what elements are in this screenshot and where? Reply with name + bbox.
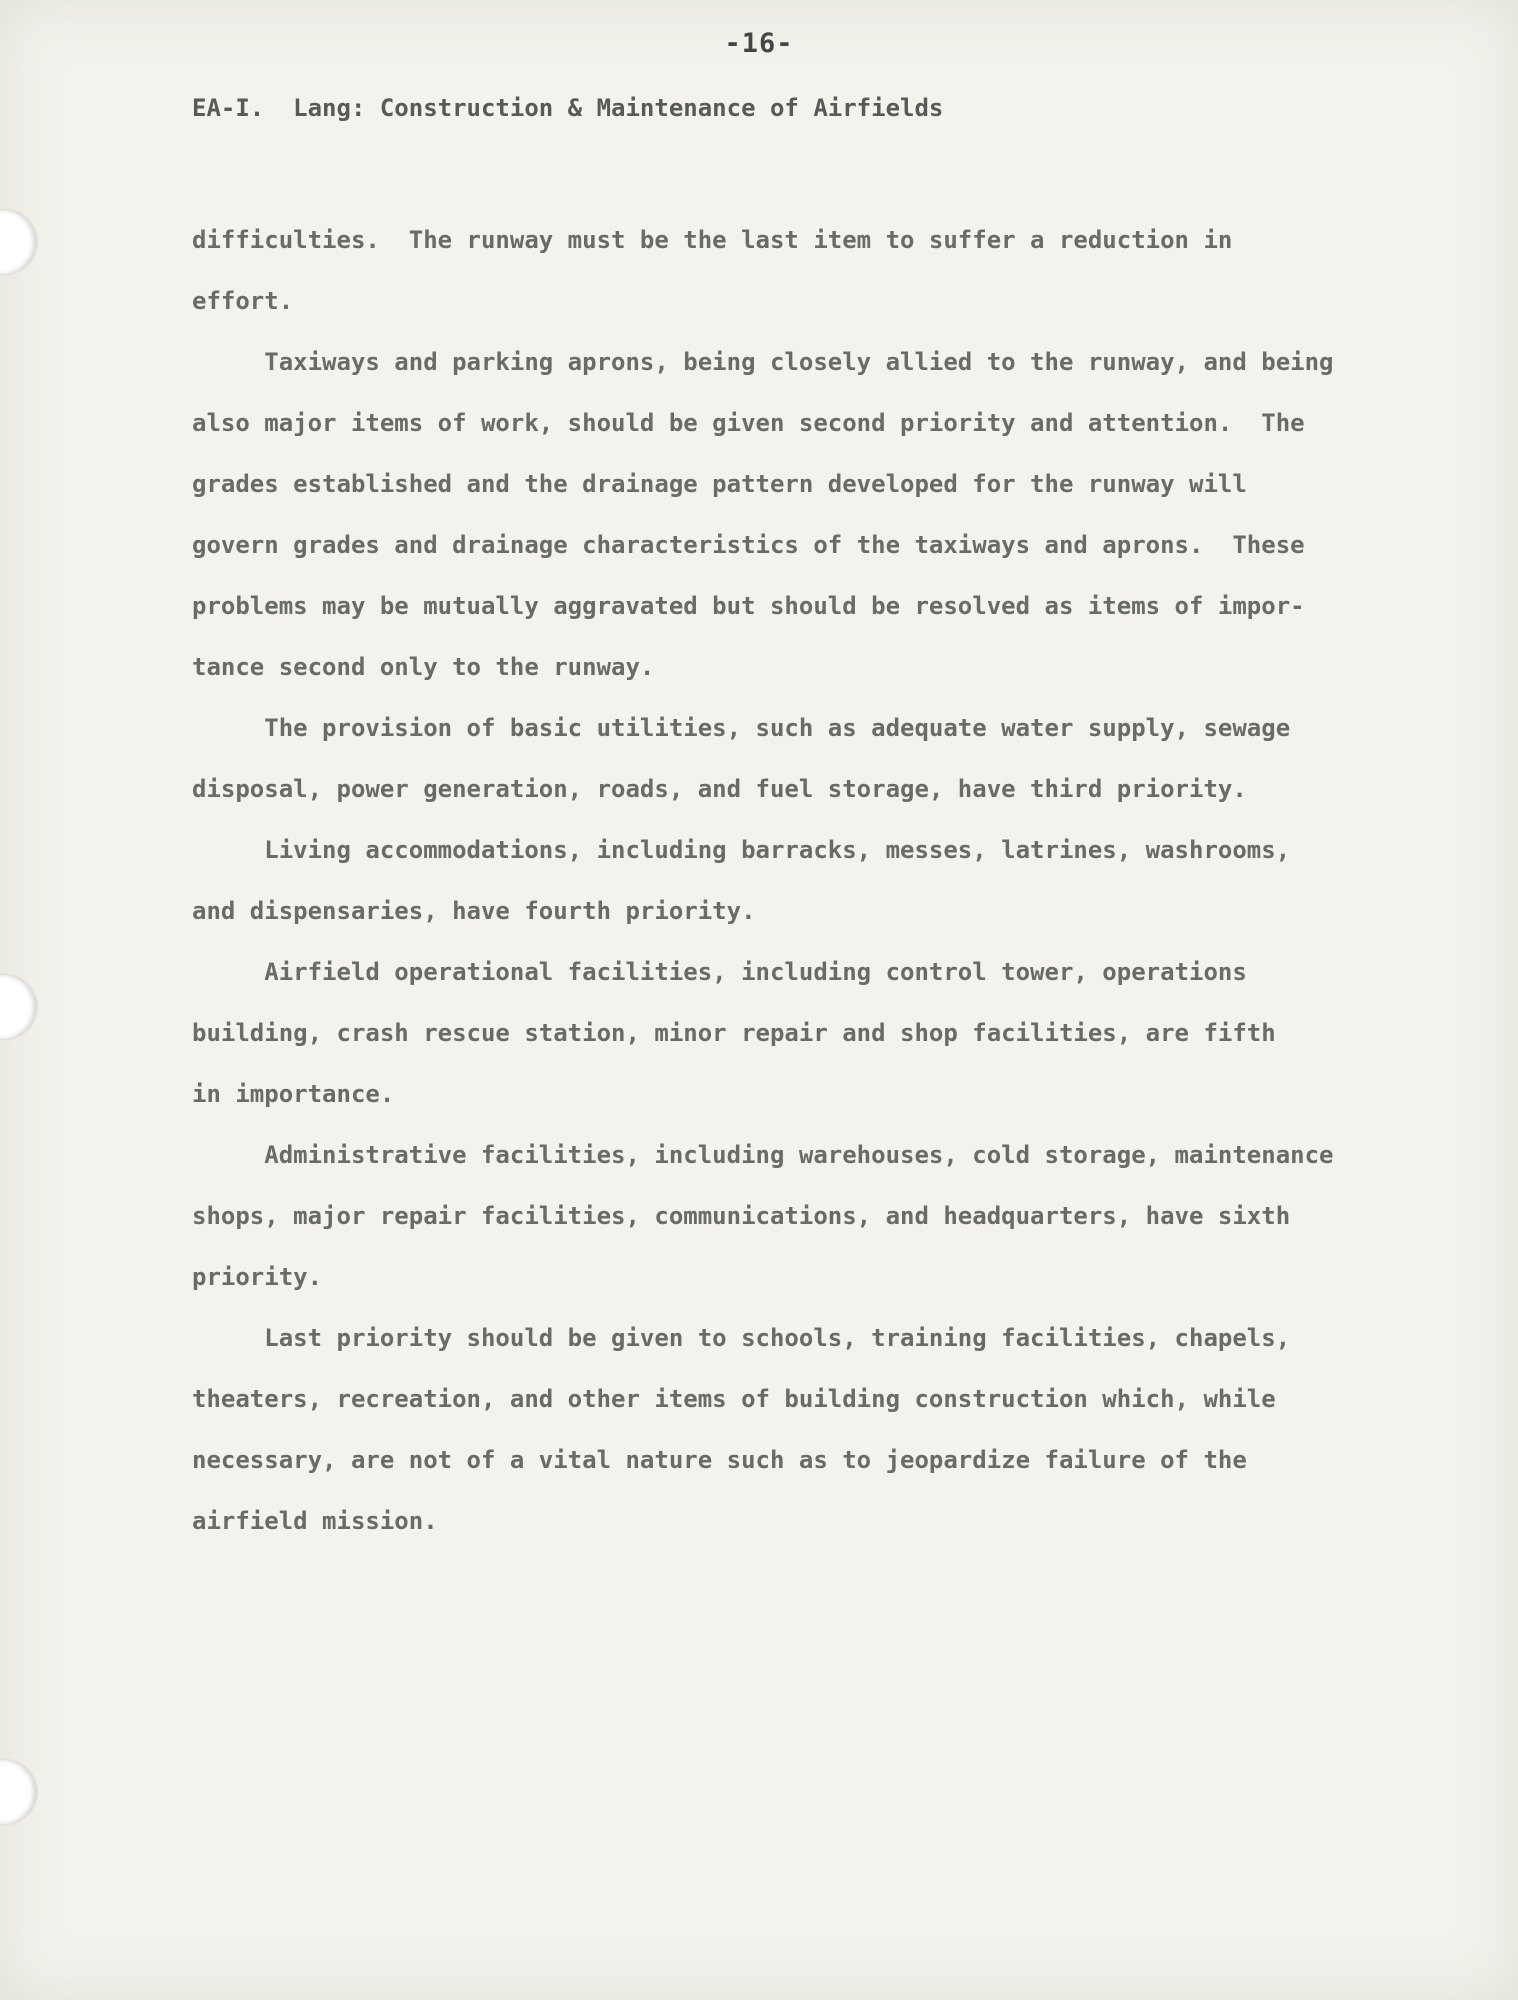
text-line: govern grades and drainage characteristics of the taxiways and aprons. These: [192, 531, 1305, 559]
text-line: building, crash rescue station, minor repair and shop facilities, are fifth: [192, 1019, 1276, 1047]
paragraph: [192, 942, 1392, 1125]
text-line: effort.: [192, 287, 294, 315]
running-header: EA-I. Lang: Construction & Maintenance of Airfields: [192, 94, 944, 122]
text-line: shops, major repair facilities, communications, and headquarters, have sixth: [192, 1202, 1291, 1230]
paragraph: [192, 210, 1392, 332]
text-line: grades established and the drainage pattern developed for the runway will: [192, 470, 1247, 498]
text-line: also major items of work, should be given second priority and attention. The: [192, 409, 1305, 437]
text-line: and dispensaries, have fourth priority.: [192, 897, 756, 925]
text-line: priority.: [192, 1263, 323, 1291]
body-text: [192, 210, 1392, 1552]
paragraph: [192, 332, 1392, 698]
text-line: airfield mission.: [192, 1507, 438, 1535]
text-line: Administrative facilities, including warehouses, cold storage, maintenance: [192, 1141, 1334, 1169]
text-line: difficulties. The runway must be the last item to suffer a reduction in: [192, 226, 1233, 254]
paragraph: [192, 698, 1392, 820]
text-line: tance second only to the runway.: [192, 653, 655, 681]
page-number: -16-: [724, 28, 794, 59]
paragraph: [192, 820, 1392, 942]
text-line: The provision of basic utilities, such as adequate water supply, sewage: [192, 714, 1291, 742]
text-line: Taxiways and parking aprons, being closely allied to the runway, and being: [192, 348, 1334, 376]
text-line: disposal, power generation, roads, and fuel storage, have third priority.: [192, 775, 1247, 803]
text-line: theaters, recreation, and other items of building construction which, while: [192, 1385, 1276, 1413]
text-line: problems may be mutually aggravated but should be resolved as items of impor-: [192, 592, 1305, 620]
text-line: in importance.: [192, 1080, 395, 1108]
text-line: Airfield operational facilities, including control tower, operations: [192, 958, 1247, 986]
punch-hole: [0, 975, 36, 1039]
text-line: Living accommodations, including barracks, messes, latrines, washrooms,: [192, 836, 1291, 864]
paragraph: [192, 1125, 1392, 1308]
text-line: necessary, are not of a vital nature such as to jeopardize failure of the: [192, 1446, 1247, 1474]
punch-hole: [0, 1760, 36, 1824]
punch-hole: [0, 210, 36, 274]
paragraph: [192, 1308, 1392, 1552]
text-line: Last priority should be given to schools, training facilities, chapels,: [192, 1324, 1291, 1352]
